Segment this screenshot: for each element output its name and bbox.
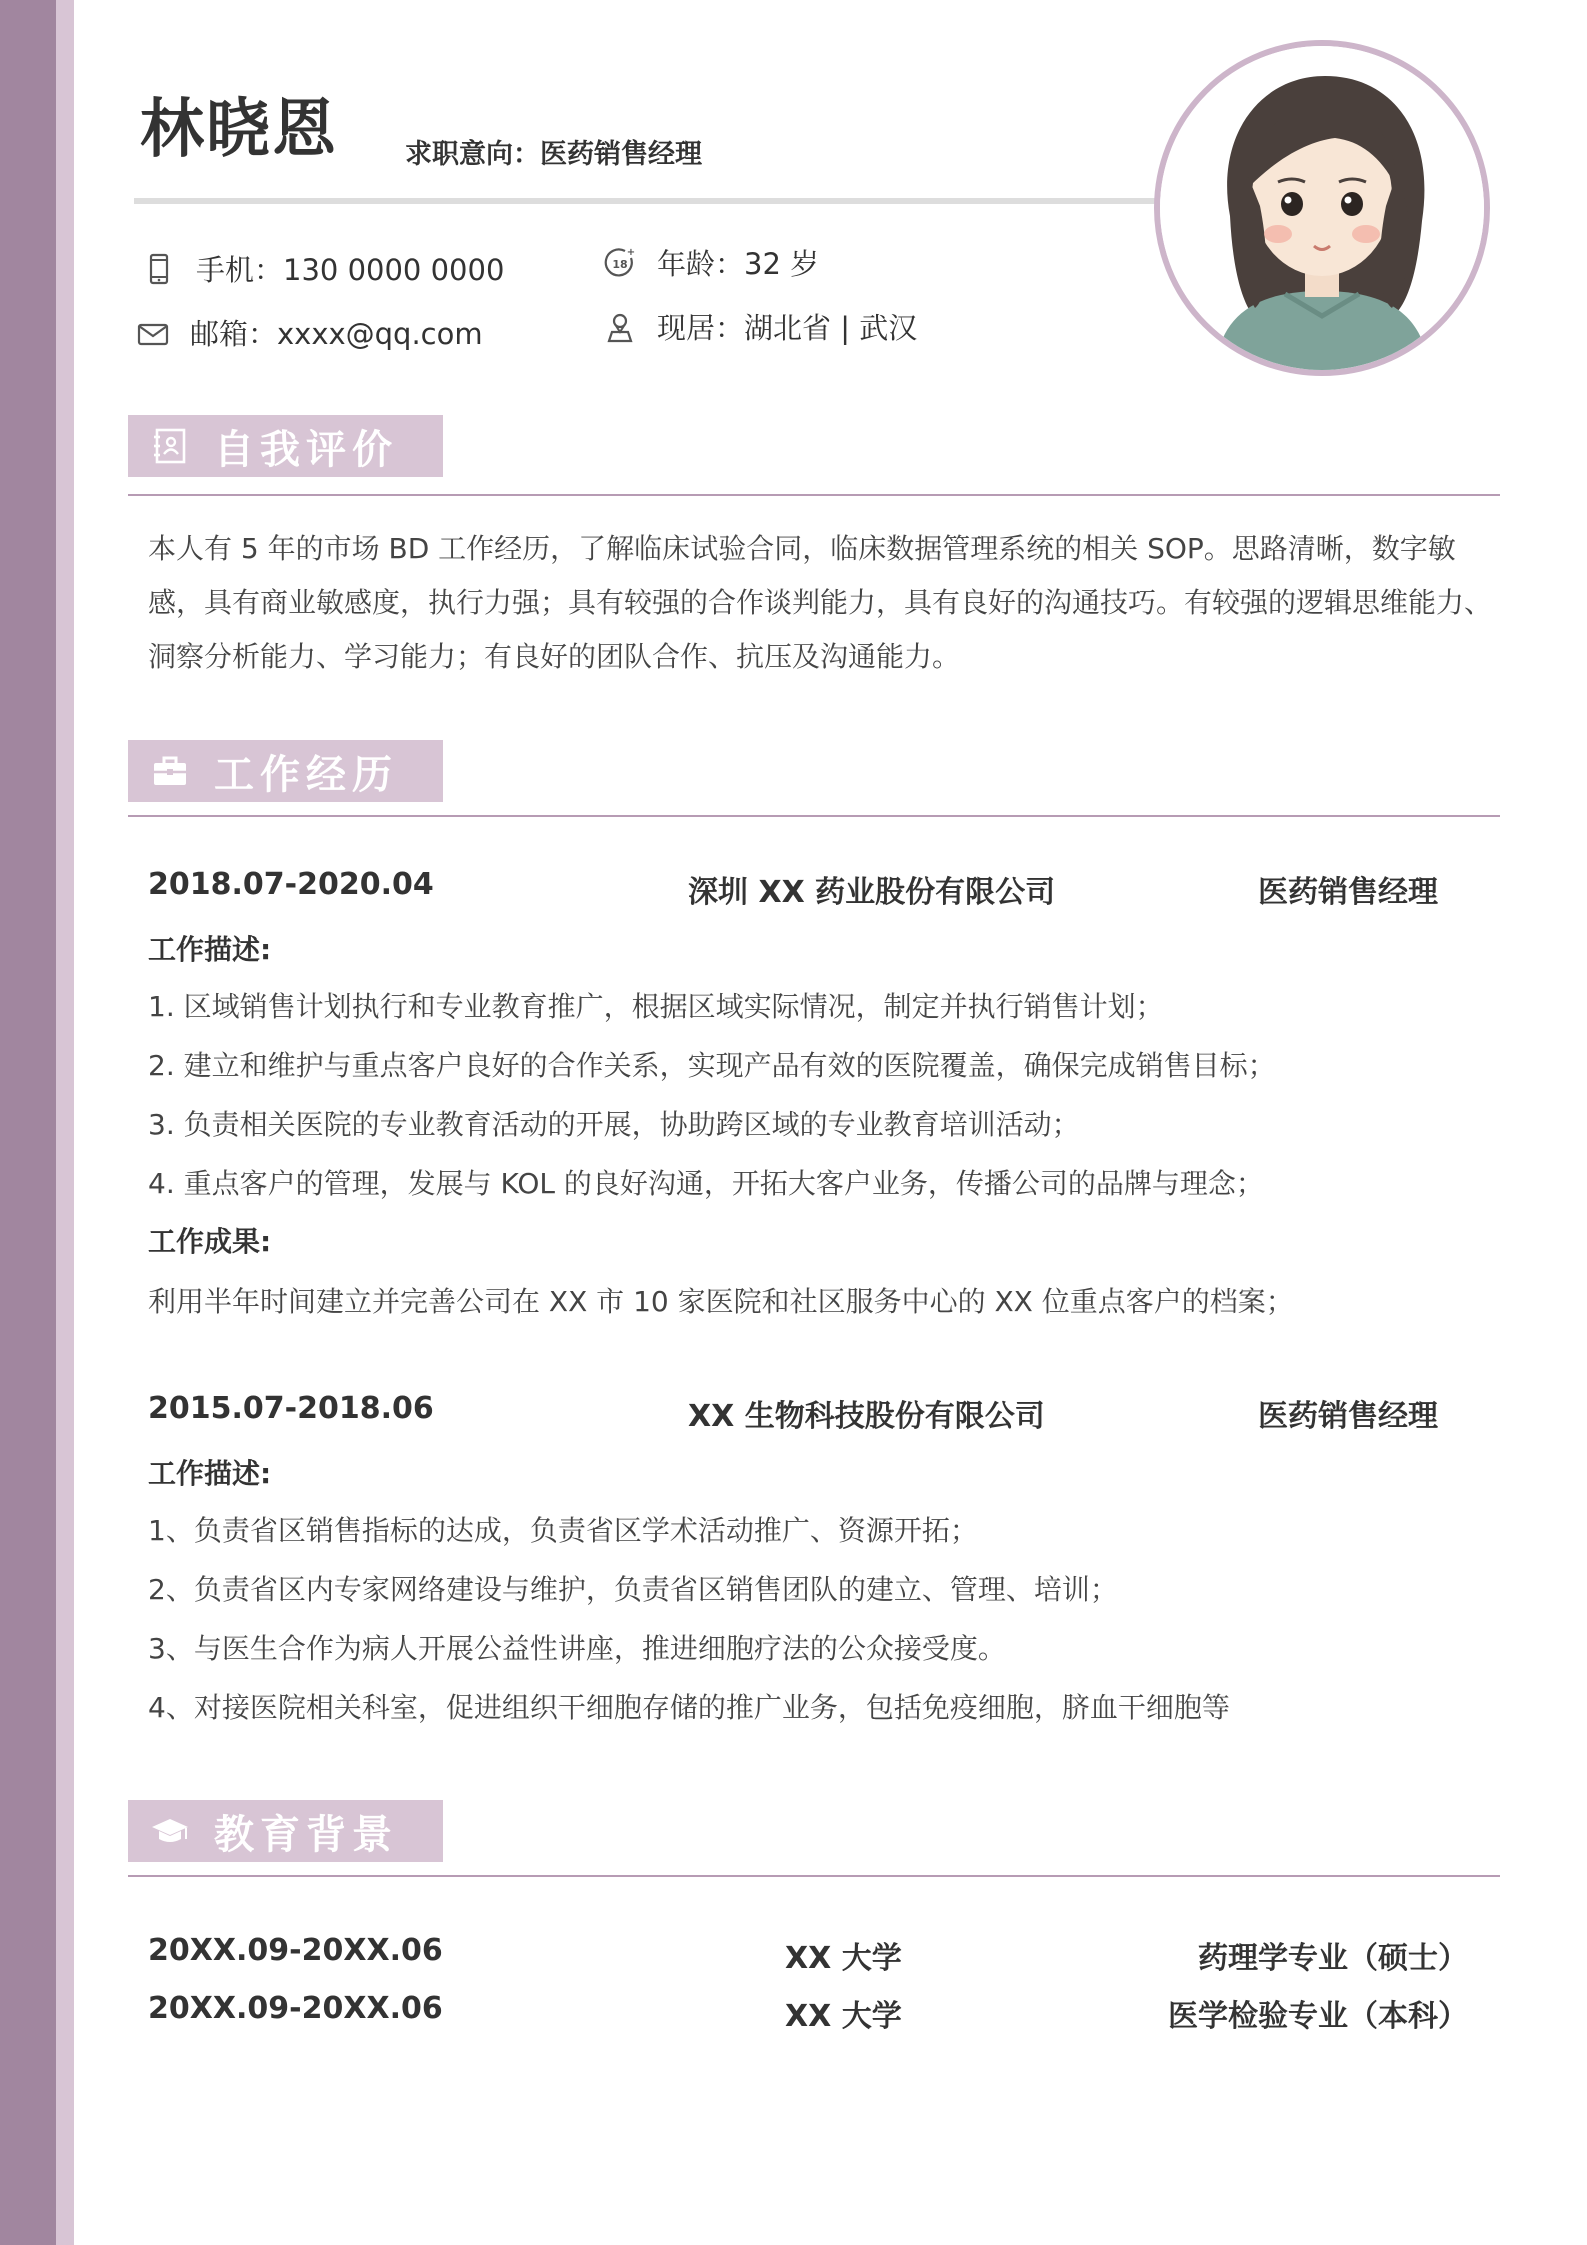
contact-book-icon: [150, 426, 190, 466]
job-desc-line: 3. 负责相关医院的专业教育活动的开展，协助跨区域的专业教育培训活动；: [148, 1108, 1080, 1141]
job-company: 深圳 XX 药业股份有限公司: [688, 875, 1056, 910]
education-school: XX 大学: [785, 1999, 902, 2034]
job-header: [148, 1391, 1478, 1434]
sidebar-stripe-light: [56, 0, 74, 2245]
job-desc-line: 3、与医生合作为病人开展公益性讲座，推进细胞疗法的公众接受度。: [148, 1632, 1006, 1665]
section-header-education: [128, 1800, 443, 1862]
candidate-name: 林晓恩: [140, 93, 338, 167]
header-divider: [134, 198, 1189, 204]
education-date: 20XX.09-20XX.06: [148, 1933, 443, 1968]
job-desc-line: 2. 建立和维护与重点客户良好的合作关系，实现产品有效的医院覆盖，确保完成销售目标；: [148, 1049, 1276, 1082]
job-desc-line: 1. 区域销售计划执行和专业教育推广，根据区域实际情况，制定并执行销售计划；: [148, 990, 1164, 1023]
section-divider: [128, 1875, 1500, 1877]
svg-text:18: 18: [612, 257, 628, 271]
age-info: [603, 242, 819, 283]
avatar: [1154, 40, 1490, 376]
age-text: 年龄：32 岁: [657, 247, 820, 281]
education-school: XX 大学: [785, 1941, 902, 1976]
phone-info: [142, 248, 504, 289]
section-header-self-eval: [128, 415, 443, 477]
location-text: 现居：湖北省 | 武汉: [657, 311, 918, 345]
education-row: [148, 1933, 1478, 1976]
location-info: [603, 306, 917, 347]
job-desc-line: 2、负责省区内专家网络建设与维护，负责省区销售团队的建立、管理、培训；: [148, 1573, 1118, 1606]
job-desc-line: 1、负责省区销售指标的达成，负责省区学术活动推广、资源开拓；: [148, 1514, 978, 1547]
self-eval-text: 本人有 5 年的市场 BD 工作经历，了解临床试验合同，临床数据管理系统的相关 SOP。思路清晰，数字敏感，具有商业敏感度，执行力强；具有较强的合作谈判能力，具有良好的沟通技巧。有较强的逻辑思维能力、洞察分析能力、学习能力；有良好的团队合作、抗压及沟通能力。: [148, 532, 1493, 673]
job-intent: 求职意向：医药销售经理: [405, 139, 702, 170]
job-title: 医药销售经理: [1258, 875, 1438, 910]
location-person-icon: [603, 310, 637, 344]
education-major: 药理学专业（硕士）: [1198, 1941, 1468, 1976]
job-desc-label: 工作描述:: [148, 933, 272, 966]
education-date: 20XX.09-20XX.06: [148, 1991, 443, 2026]
graduation-cap-icon: [150, 1811, 190, 1851]
section-title: 教育背景: [214, 1811, 398, 1858]
job-date: 2015.07-2018.06: [148, 1391, 434, 1426]
education-row: [148, 1991, 1478, 2034]
job-result-text: 利用半年时间建立并完善公司在 XX 市 10 家医院和社区服务中心的 XX 位重点客户的档案；: [148, 1285, 1294, 1318]
job-desc-line: 4. 重点客户的管理，发展与 KOL 的良好沟通，开拓大客户业务，传播公司的品牌与理念；: [148, 1167, 1264, 1200]
job-date: 2018.07-2020.04: [148, 867, 434, 902]
job-desc-line: 4、对接医院相关科室，促进组织干细胞存储的推广业务，包括免疫细胞，脐血干细胞等: [148, 1691, 1230, 1724]
phone-text: 手机：130 0000 0000: [196, 253, 505, 287]
job-header: [148, 867, 1478, 910]
briefcase-icon: [150, 751, 190, 791]
job-desc-label: 工作描述:: [148, 1457, 272, 1490]
age-18-icon: [603, 246, 637, 280]
svg-text:+: +: [626, 246, 636, 258]
job-title: 医药销售经理: [1258, 1399, 1438, 1434]
job-company: XX 生物科技股份有限公司: [688, 1399, 1045, 1434]
avatar-illustration: [1160, 46, 1484, 370]
section-divider: [128, 494, 1500, 496]
section-title: 工作经历: [214, 751, 398, 798]
section-title: 自我评价: [214, 426, 398, 473]
section-divider: [128, 815, 1500, 817]
mail-icon: [136, 316, 170, 350]
email-text: 邮箱：xxxx@qq.com: [190, 317, 483, 351]
email-info: [136, 312, 483, 353]
education-major: 医学检验专业（本科）: [1168, 1999, 1468, 2034]
sidebar-stripe-dark: [0, 0, 56, 2245]
section-header-work: [128, 740, 443, 802]
job-result-label: 工作成果:: [148, 1225, 272, 1258]
phone-icon: [142, 252, 176, 286]
